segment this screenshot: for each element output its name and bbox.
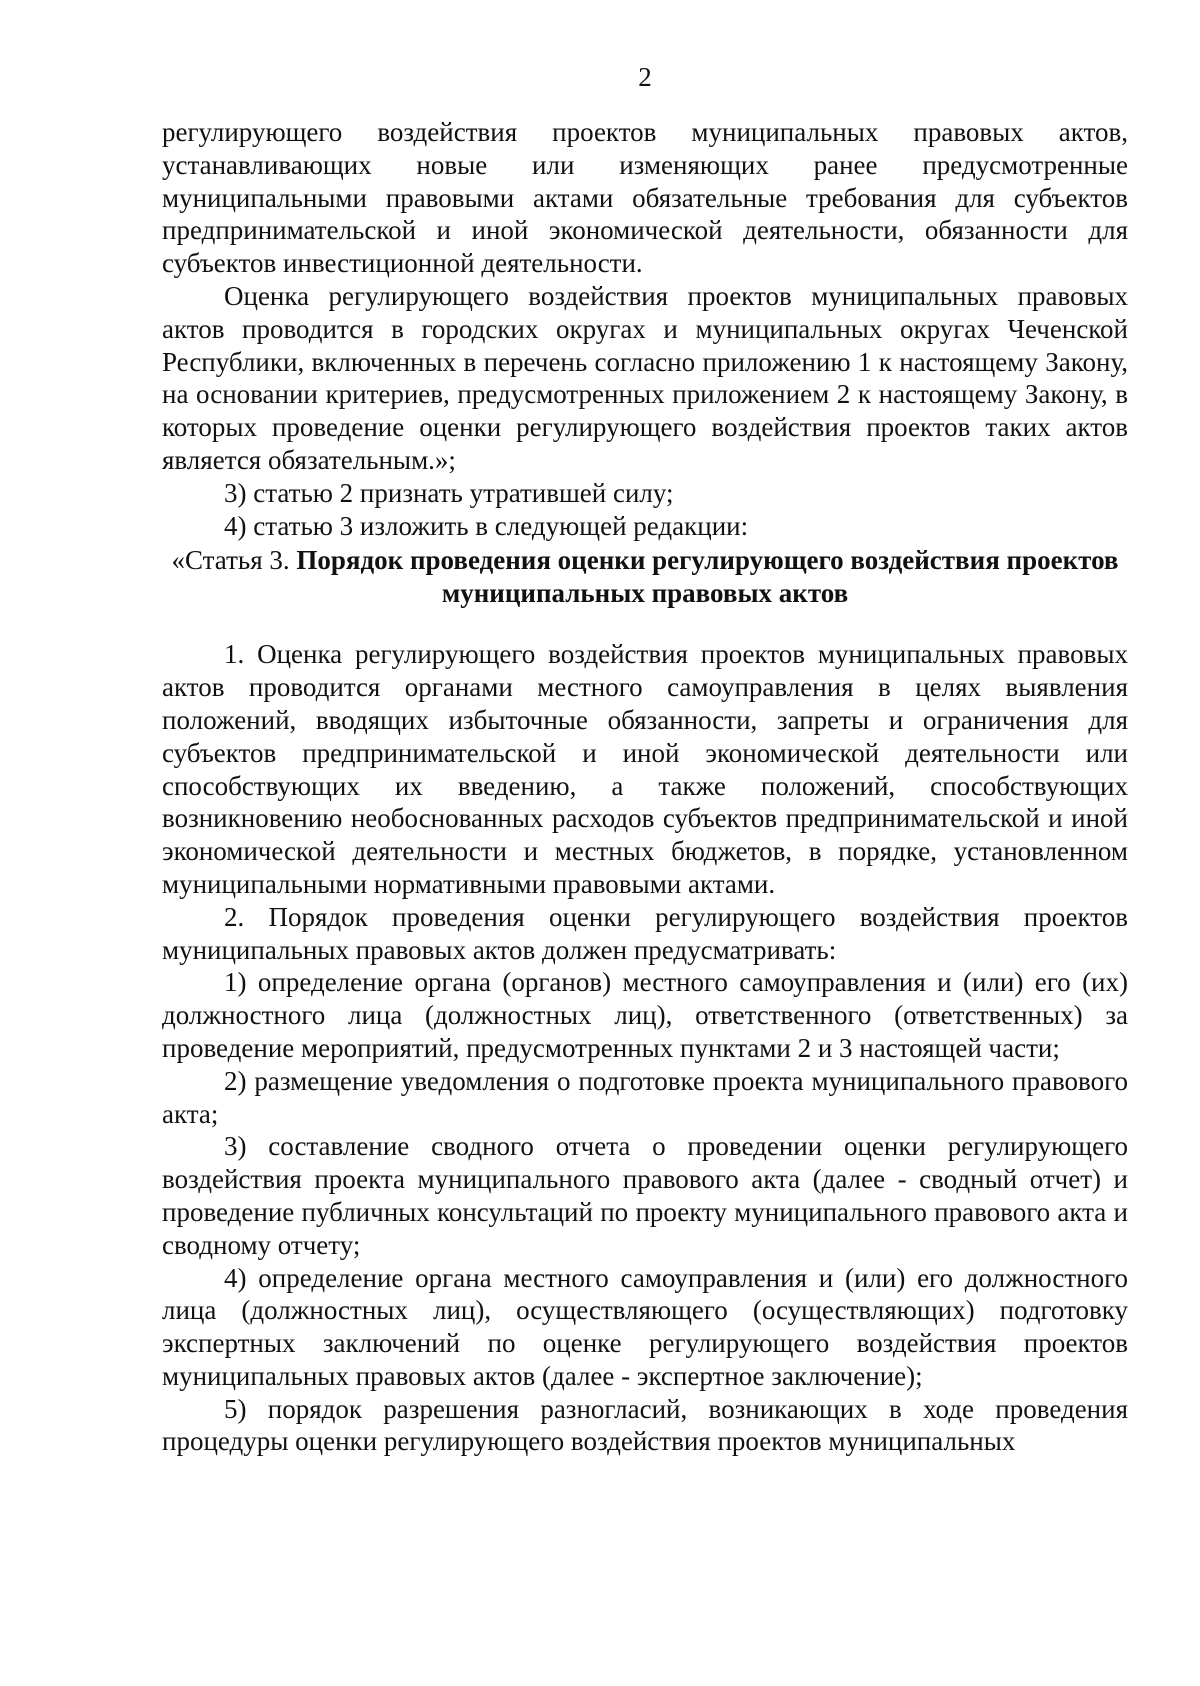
- paragraph-continuation: регулирующего воздействия проектов муниципальных правовых актов, устанавливающих новые или изменяющих ранее предусмотренные муниципальными правовыми актами обязательные требования для субъектов предпринимательской и иной экономической деятельности, обязанности для субъектов инвестиционной деятельности.: [162, 117, 1128, 279]
- page-number: 2: [638, 62, 652, 92]
- article-heading-title: Порядок проведения оценки регулирующего воздействия проектов муниципальных правовых актов: [296, 545, 1119, 609]
- paragraph: 1. Оценка регулирующего воздействия проектов муниципальных правовых актов проводится органами местного самоуправления в целях выявления положений, вводящих избыточные обязанности, запреты и ограничения для субъектов предпринимательской и иной экономической деятельности или способствующих их введению, а также положений, способствующих возникновению необоснованных расходов субъектов предпринимательской и иной экономической деятельности и местных бюджетов, в порядке, установленном муниципальными нормативными правовыми актами.: [162, 639, 1128, 899]
- paragraph: 4) статью 3 изложить в следующей редакции:: [224, 510, 749, 541]
- list-item: 1) определение органа (органов) местного самоуправления и (или) его (их) должностного лица (должностных лиц), ответственного (ответственных) за проведение мероприятий, предусмотренных пунктами 2 и 3 настоящей части;: [162, 967, 1128, 1063]
- list-item: 2) размещение уведомления о подготовке проекта муниципального правового акта;: [162, 1065, 1128, 1129]
- paragraph: 2. Порядок проведения оценки регулирующего воздействия проектов муниципальных правовых актов должен предусматривать:: [162, 901, 1128, 965]
- paragraph: Оценка регулирующего воздействия проектов муниципальных правовых актов проводится в городских округах и муниципальных округах Чеченской Республики, включенных в перечень согласно приложению 1 к настоящему Закону, на основании критериев, предусмотренных приложением 2 к настоящему Закону, в которых проведение оценки регулирующего воздействия проектов таких актов является обязательным.»;: [162, 280, 1128, 475]
- paragraph: 3) статью 2 признать утратившей силу;: [224, 477, 674, 508]
- list-item: 4) определение органа местного самоуправления и (или) его должностного лица (должностных лиц), осуществляющего (осуществляющих) подготовку экспертных заключений по оценке регулирующего воздействия проектов муниципальных правовых актов (далее - экспертное заключение);: [162, 1262, 1128, 1391]
- article-heading-prefix: «Статья 3.: [171, 545, 290, 576]
- list-item: 5) порядок разрешения разногласий, возникающих в ходе проведения процедуры оценки регулирующего воздействия проектов муниципальных: [162, 1393, 1128, 1457]
- list-item: 3) составление сводного отчета о проведении оценки регулирующего воздействия проекта муниципального правового акта (далее - сводный отчет) и проведение публичных консультаций по проекту муниципального правового акта и сводному отчету;: [162, 1131, 1128, 1260]
- spacer: [162, 610, 1128, 638]
- article-heading: [162, 544, 1128, 610]
